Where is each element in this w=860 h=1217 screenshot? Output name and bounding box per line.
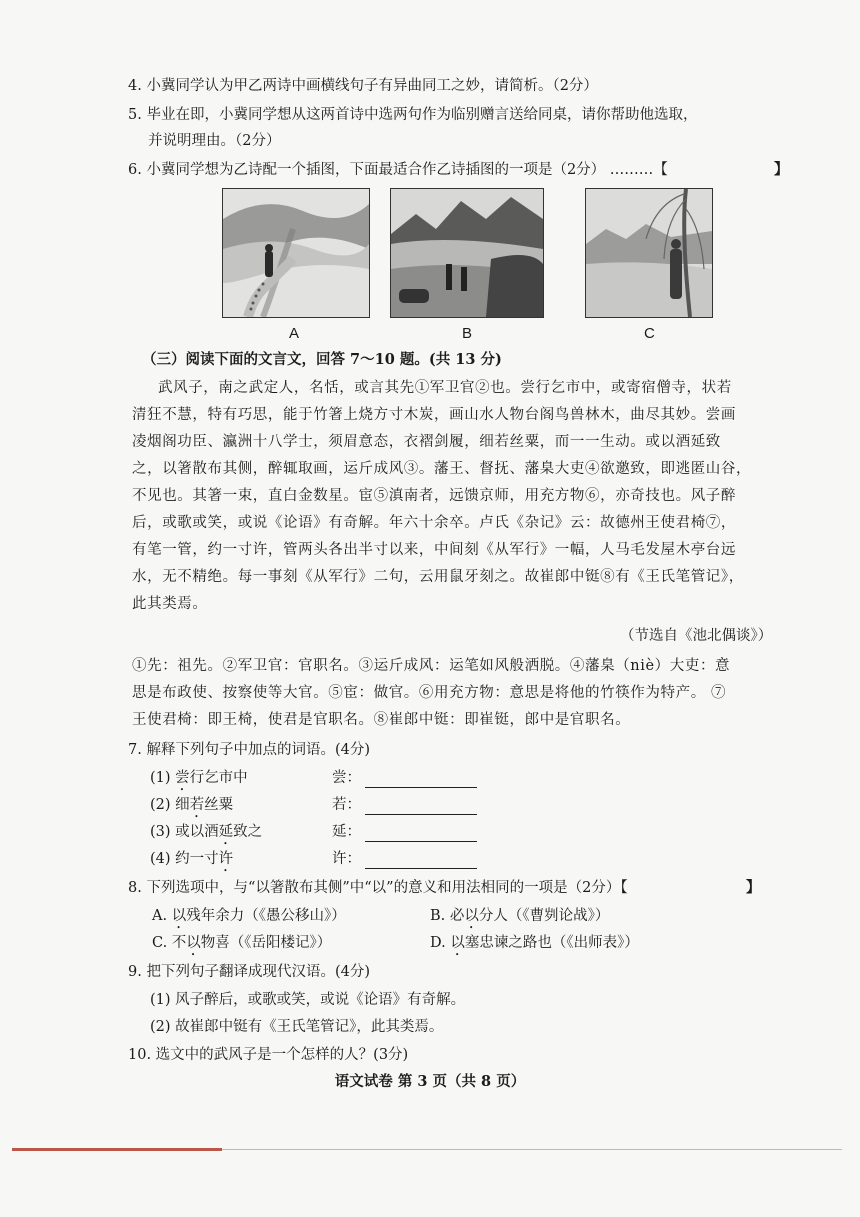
- passage-line-4: 之，以箸散布其侧，醉辄取画，运斤成风③。藩王、督抚、藩臬大吏④欲邀致，即逃匿山谷，: [132, 461, 752, 477]
- q9-sentence-1: (1) 风子醉后，或歌或笑，或说《论语》有奇解。: [150, 992, 466, 1008]
- q7-answer-1[interactable]: 尝：: [332, 768, 477, 788]
- passage-line-1: 武风子，南之武定人，名恬，或言其先①军卫官②也。尝行乞市中，或寄宿僧寺，状若: [158, 380, 732, 396]
- footnote-line-3: 王使君椅：即王椅，使君是官职名。⑧崔郎中铤：即崔铤，郎中是官职名。: [132, 712, 631, 728]
- question-8-title: 8. 下列选项中，与“以箸散布其侧”中“以”的意义和用法相同的一项是（2分）【: [128, 880, 628, 896]
- question-8-bracket-close: 】: [746, 879, 761, 896]
- question-6-bracket-close: 】: [774, 161, 789, 178]
- illustration-a[interactable]: [222, 188, 370, 318]
- q7-answer-3[interactable]: 延：: [332, 822, 477, 842]
- footnote-line-2: 思是布政使、按察使等大官。⑤宦：做官。⑥用充方物：意思是将他的竹筷作为特产。 ⑦: [132, 685, 727, 701]
- q7-item-2: (2) 细若丝粟: [150, 797, 234, 813]
- q8-option-b[interactable]: B. 必以分人（《曹刿论战》）: [430, 908, 610, 924]
- question-5-line-2: 并说明理由。（2分）: [148, 133, 281, 149]
- passage-line-9: 此其类焉。: [132, 596, 208, 612]
- question-7-title: 7. 解释下列句子中加点的词语。(4分): [128, 742, 370, 758]
- passage-line-2: 清狂不慧，特有巧思，能于竹箸上烧方寸木炭，画山水人物台阁鸟兽林木，曲尽其妙。尝画: [132, 407, 736, 423]
- q8-option-d[interactable]: D. 以塞忠谏之路也（《出师表》）: [430, 935, 639, 951]
- illustration-b[interactable]: [390, 188, 544, 318]
- page-footer: 语文试卷 第 3 页（共 8 页）: [334, 1073, 526, 1090]
- question-5-line-1: 5. 毕业在即，小冀同学想从这两首诗中选两句作为临别赠言送给同桌，请你帮助他选取，: [128, 107, 698, 123]
- q9-sentence-2: (2) 故崔郎中铤有《王氏笔管记》，此其类焉。: [150, 1019, 444, 1035]
- q7-item-1: (1) 尝行乞市中: [150, 770, 248, 786]
- passage-line-8: 水，无不精绝。每一事刻《从军行》二句，云用鼠牙刻之。故崔郎中铤⑧有《王氏笔管记》，: [132, 569, 744, 585]
- footnote-line-1: ①先：祖先。②军卫官：官职名。③运斤成风：运笔如风般洒脱。④藩臬（niè）大吏：意: [132, 658, 731, 674]
- passage-line-3: 凌烟阁功臣、瀛洲十八学士，须眉意态，衣褶剑履，细若丝粟，而一一生动。或以酒延致: [132, 434, 721, 450]
- illustration-label-a: A: [289, 325, 300, 342]
- illustration-c[interactable]: [585, 188, 713, 318]
- question-4: 4. 小冀同学认为甲乙两诗中画横线句子有异曲同工之妙，请简析。（2分）: [128, 78, 598, 94]
- passage-source: （节选自《池北偶谈》）: [620, 628, 773, 644]
- passage-line-7: 有笔一管，约一寸许，管两头各出半寸以来，中间刻《从军行》一幅，人马毛发屋木亭台远: [132, 542, 736, 558]
- q7-item-4: (4) 约一寸许: [150, 851, 234, 867]
- question-9-title: 9. 把下列句子翻译成现代汉语。(4分): [128, 964, 370, 980]
- q7-answer-2[interactable]: 若：: [332, 795, 477, 815]
- question-6: 6. 小冀同学想为乙诗配一个插图，下面最适合作乙诗插图的一项是（2分） ………【: [128, 162, 668, 178]
- q8-option-a[interactable]: A. 以残年余力（《愚公移山》）: [152, 908, 346, 924]
- passage-line-6: 后，或歌或笑，或说《论语》有奇解。年六十余卒。卢氏《杂记》云：故德州王使君椅⑦，: [132, 515, 736, 531]
- illustration-label-b: B: [462, 325, 473, 342]
- passage-line-5: 不见也。其箸一束，直白金数星。宦⑤滇南者，远馈京师，用充方物⑥，亦奇技也。风子醉: [132, 488, 736, 504]
- question-10: 10. 选文中的武风子是一个怎样的人？(3分): [128, 1047, 409, 1063]
- section-heading: （三）阅读下面的文言文，回答 7～10 题。(共 13 分): [142, 351, 502, 368]
- illustration-label-c: C: [644, 325, 655, 342]
- q8-option-c[interactable]: C. 不以物喜（《岳阳楼记》）: [152, 935, 332, 951]
- q7-answer-4[interactable]: 许：: [332, 849, 477, 869]
- scan-edge-gray-line: [222, 1149, 842, 1150]
- q7-item-3: (3) 或以酒延致之: [150, 824, 263, 840]
- scan-edge-red-line: [12, 1148, 222, 1151]
